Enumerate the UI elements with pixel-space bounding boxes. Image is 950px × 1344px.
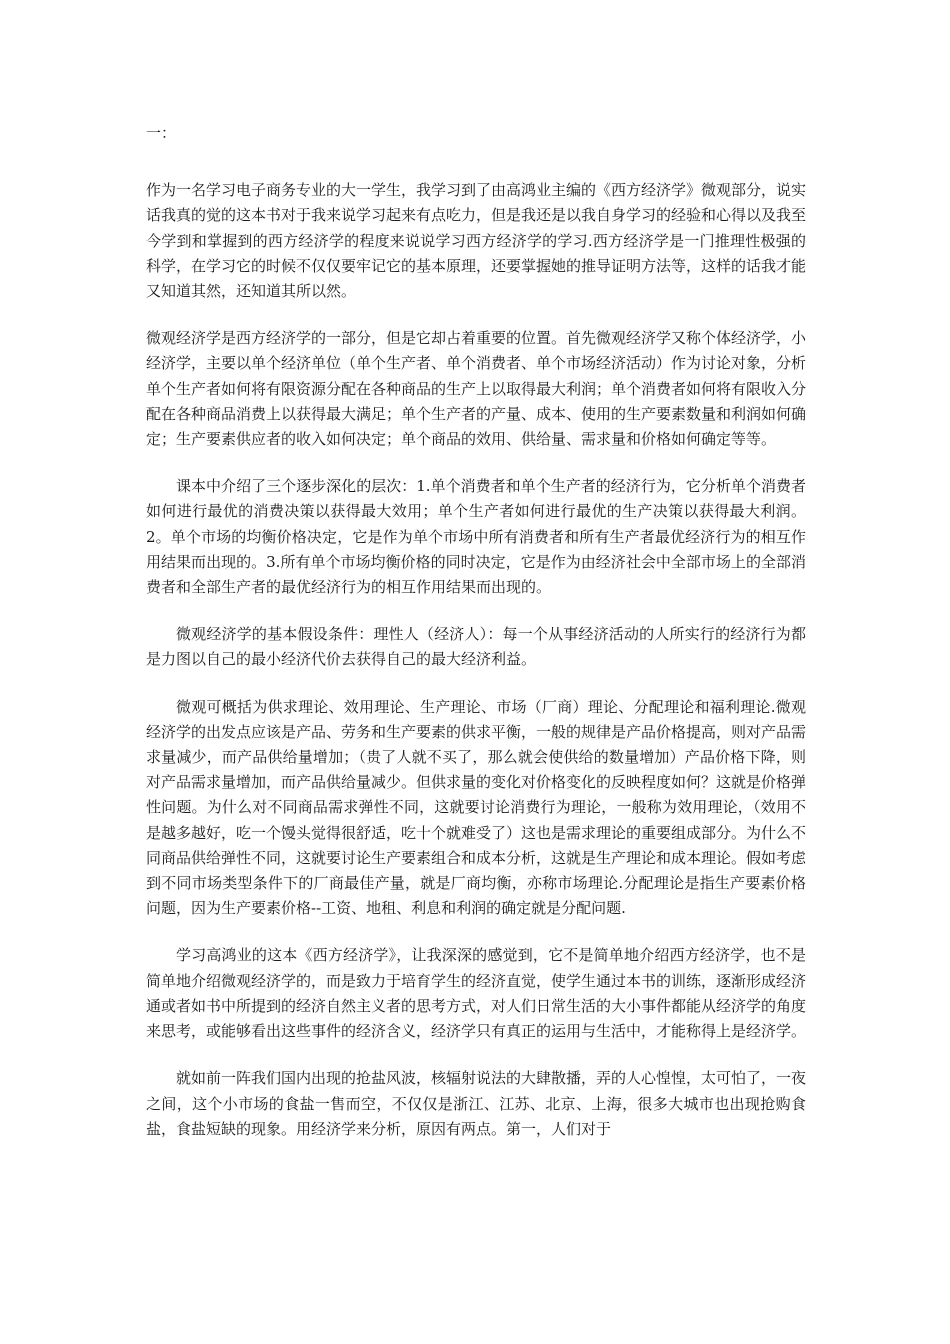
- paragraph-assumption: 微观经济学的基本假设条件：理性人（经济人）：每一个从事经济活动的人所实行的经济行为都是力图以自己的最小经济代价去获得自己的最大经济利益。: [146, 625, 806, 669]
- paragraph-intro: 作为一名学习电子商务专业的大一学生，我学习到了由高鸿业主编的《西方经济学》微观部分，说实话我真的觉的这本书对于我来说学习起来有点吃力，但是我还是以我自身学习的经验和心得以及我至今学到和掌握到的西方经济学的程度来说说学习西方经济学的学习.西方经济学是一门推理性极强的科学，在学习它的时候不仅仅要牢记它的基本原理，还要掌握她的推导证明方法等，这样的话我才能又知道其然，还知道其所以然。: [146, 181, 807, 301]
- paragraph-theories: 微观可概括为供求理论、效用理论、生产理论、市场（厂商）理论、分配理论和福利理论.微观经济学的出发点应该是产品、劳务和生产要素的供求平衡，一般的规律是产品价格提高，则对产品需求量减少，而产品供给量增加；（贵了人就不买了，那么就会使供给的数量增加）产品价格下降，则对产品需求量增加，而产品供给量减少。但供求量的变化对价格变化的反映程度如何？这就是价格弹性问题。为什么对不同商品需求弹性不同，这就要讨论消费行为理论，一般称为效用理论，（效用不是越多越好，吃一个馒头觉得很舒适，吃十个就难受了）这也是需求理论的重要组成部分。为什么不同商品供给弹性不同，这就要讨论生产要素组合和成本分析，这就是生产理论和成本理论。假如考虑到不同市场类型条件下的厂商最佳产量，就是厂商均衡，亦称市场理论.分配理论是指生产要素价格问题，因为生产要素价格--工资、地租、利息和利润的确定就是分配问题.: [146, 697, 807, 918]
- document-page: [146, 121, 806, 1142]
- paragraph-three-levels: 课本中介绍了三个逐步深化的层次：1.单个消费者和单个生产者的经济行为，它分析单个消费者如何进行最优的消费决策以获得最大效用；单个生产者如何进行最优的生产决策以获得最大利润。2。单个市场的均衡价格决定，它是作为单个市场中所有消费者和所有生产者最优经济行为的相互作用结果而出现的。3.所有单个市场均衡价格的同时决定，它是作为由经济社会中全部市场上的全部消费者和全部生产者的最优经济行为的相互作用结果而出现的。: [146, 477, 806, 597]
- paragraph-reflection: 学习高鸿业的这本《西方经济学》，让我深深的感觉到，它不是简单地介绍西方经济学，也不是简单地介绍微观经济学的，而是致力于培育学生的经济直觉，使学生通过本书的训练，逐渐形成经济通或者如书中所提到的经济自然主义者的思考方式，对人们日常生活的大小事件都能从经济学的角度来思考，或能够看出这些事件的经济含义，经济学只有真正的运用与生活中，才能称得上是经济学。: [146, 946, 807, 1041]
- section-heading: 一：: [146, 124, 177, 142]
- paragraph-micro-definition: 微观经济学是西方经济学的一部分，但是它却占着重要的位置。首先微观经济学又称个体经济学，小经济学，主要以单个经济单位（单个生产者、单个消费者、单个市场经济活动）作为讨论对象，分析单个生产者如何将有限资源分配在各种商品的生产上以取得最大利润；单个消费者如何将有限收入分配在各种商品消费上以获得最大满足；单个生产者的产量、成本、使用的生产要素数量和利润如何确定；生产要素供应者的收入如何决定；单个商品的效用、供给量、需求量和价格如何确定等等。: [146, 329, 807, 449]
- paragraph-salt-panic: 就如前一阵我们国内出现的抢盐风波，核辐射说法的大肆散播，弄的人心惶惶，太可怕了，一夜之间，这个小市场的食盐一售而空，不仅仅是浙江、江苏、北京、上海，很多大城市也出现抢购食盐，食盐短缺的现象。用经济学来分析，原因有两点。第一，人们对于: [146, 1069, 807, 1138]
